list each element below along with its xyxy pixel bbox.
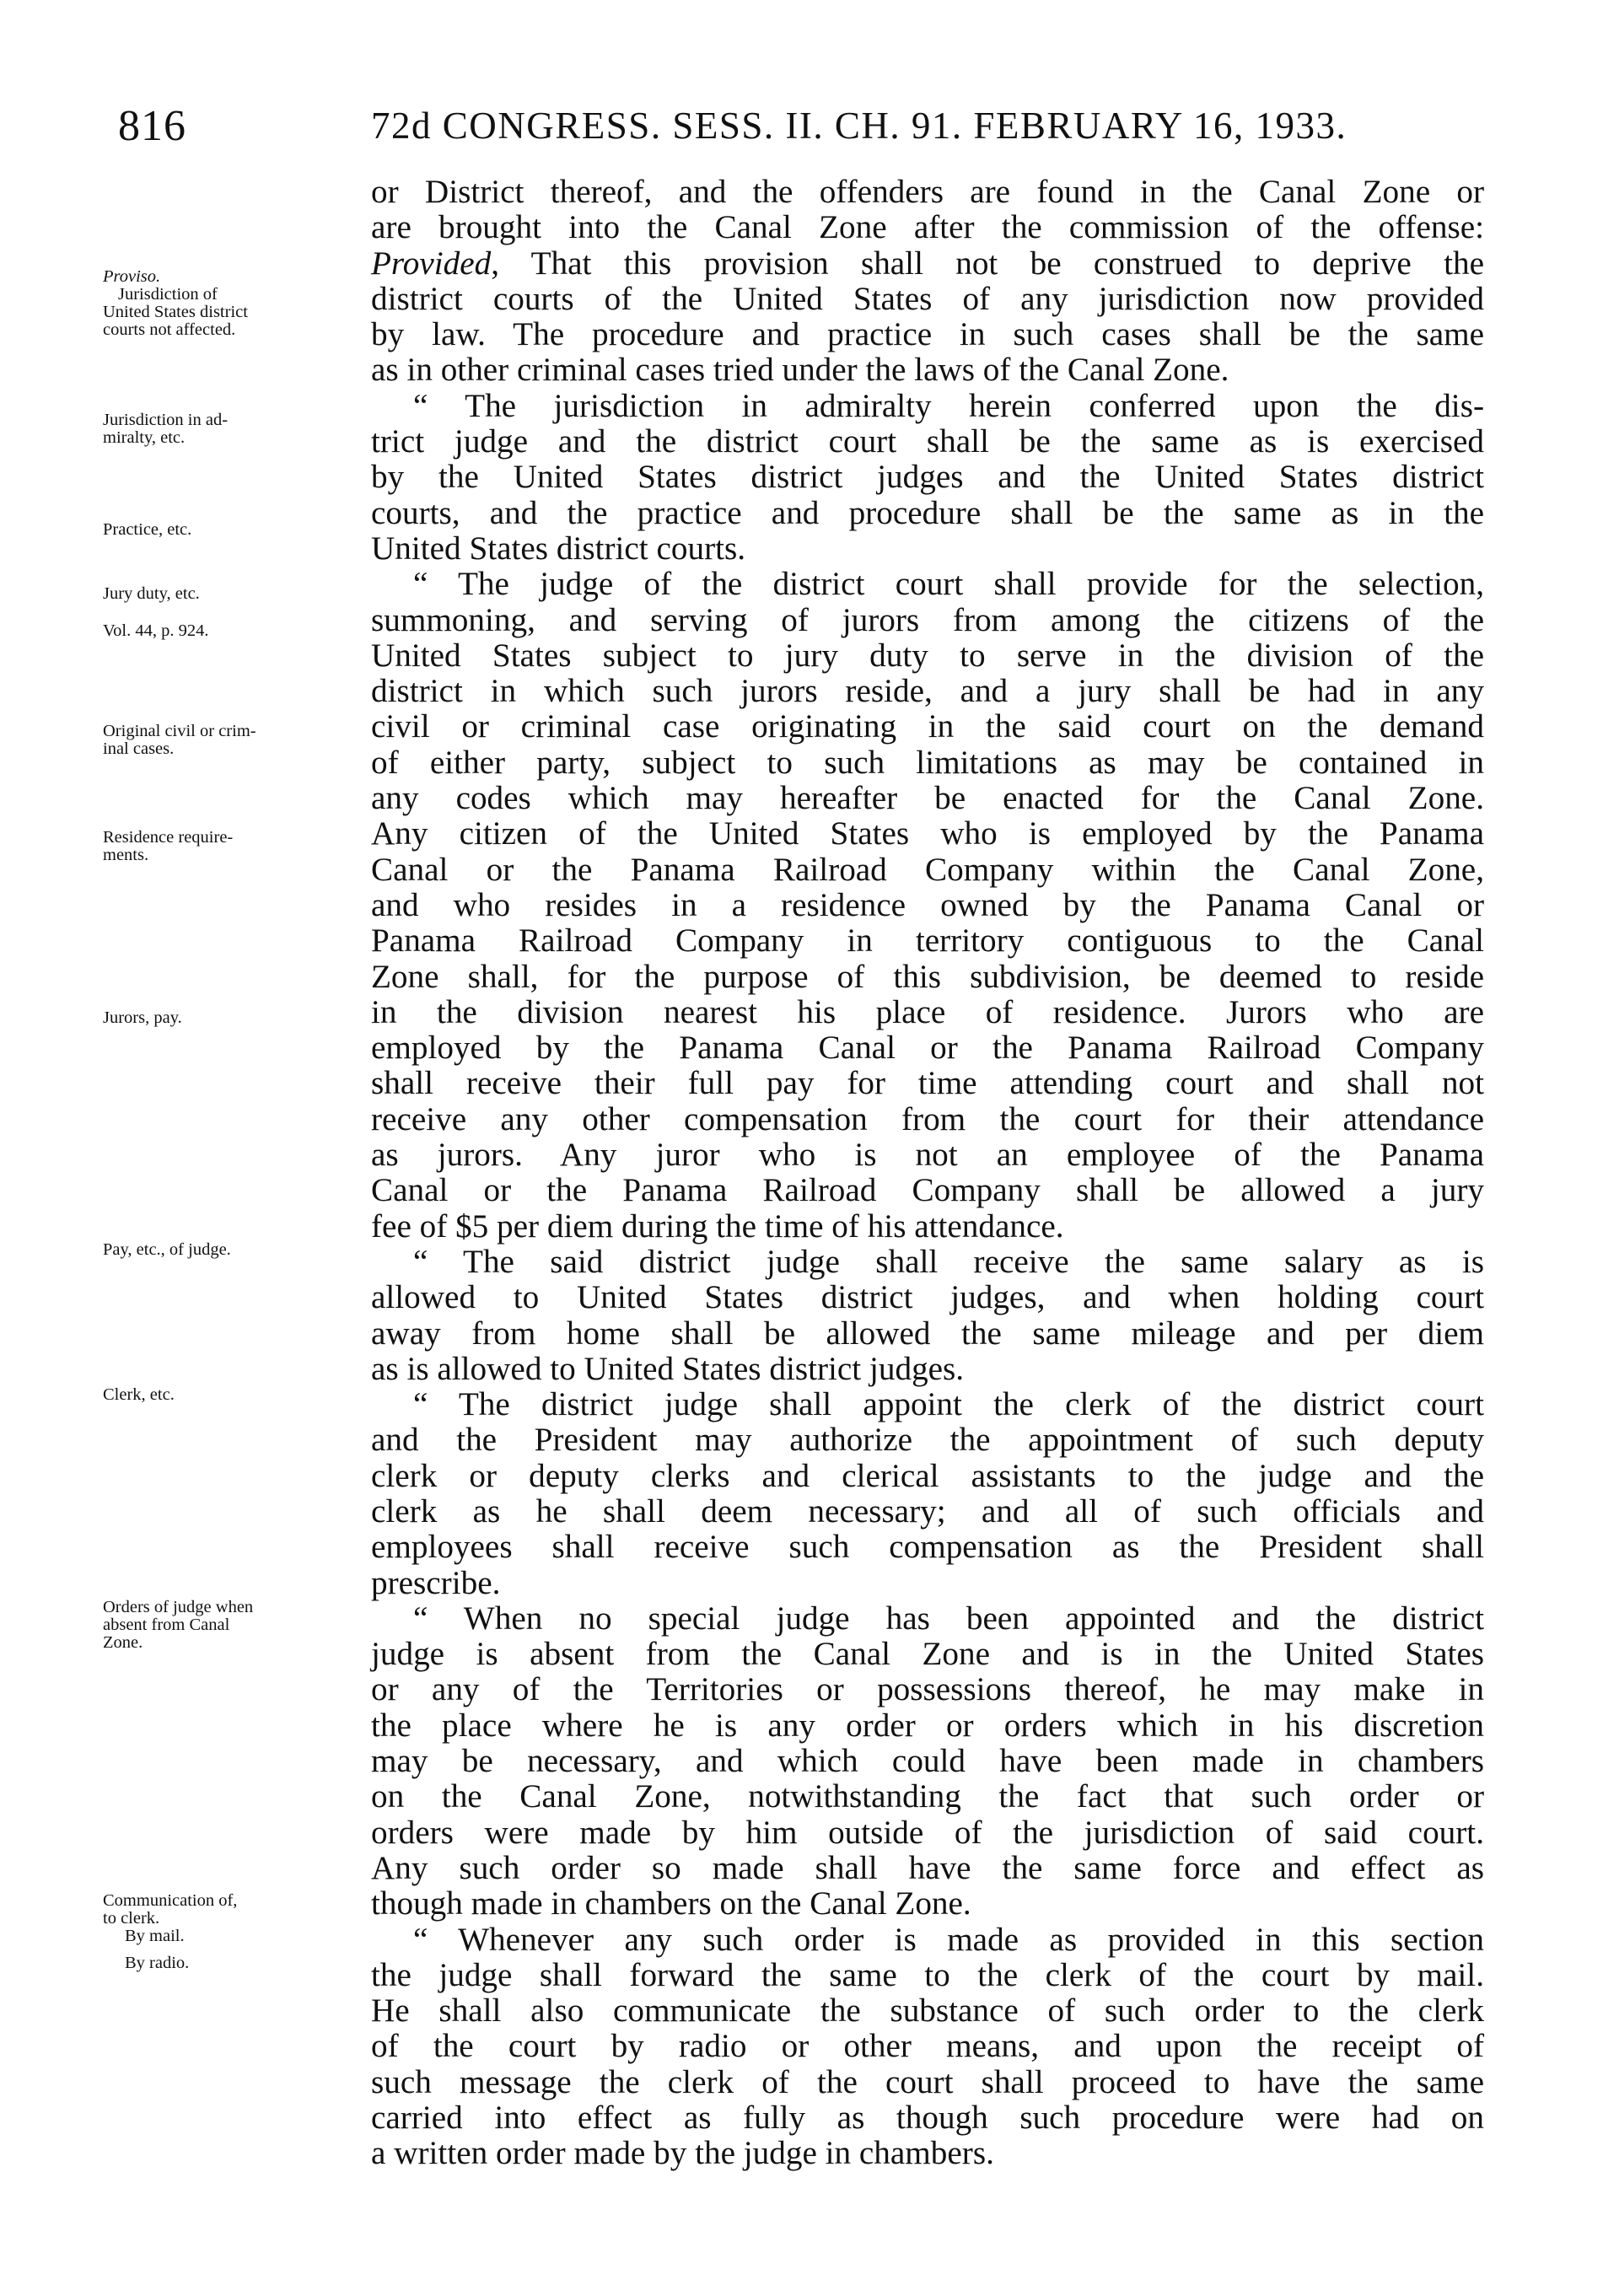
text-line: and the President may authorize the appointment of such deputy [371,1422,1484,1459]
text-line: by the United States district judges and the United States district [371,459,1484,496]
text-line [371,246,1484,282]
text-line: “ The jurisdiction in admiralty herein conferred upon the dis- [413,387,1484,424]
text-line: as is allowed to United States district judges. [371,1350,965,1387]
note-line: By mail. [125,1927,185,1945]
text-line: district in which such jurors reside, and a jury shall be had in any [371,673,1484,710]
text-line: “ The said district judge shall receive the same salary as is [413,1243,1484,1280]
note-line: miralty, etc. [103,428,186,447]
text-line: civil or criminal case originating in the said court on the demand [371,708,1484,745]
text-line: shall receive their full pay for time attending court and shall not [371,1065,1484,1102]
margin-note-jurors-pay [103,1009,356,1027]
text-line: district courts of the United States of any jurisdiction now provided [371,280,1484,317]
text-line: Zone shall, for the purpose of this subdivision, be deemed to reside [371,958,1484,995]
running-head: 72d CONGRESS. SESS. II. CH. 91. FEBRUARY 16, 1933. [371,105,1347,147]
note-line: Communication of, [103,1891,238,1910]
note-line: Jury duty, etc. [103,584,200,603]
text-line: employees shall receive such compensation as the President shall [371,1529,1484,1566]
page-number: 816 [118,102,186,150]
proviso-italic: Provided [371,245,492,282]
text-line: though made in chambers on the Canal Zone. [371,1885,971,1922]
text-line: of either party, subject to such limitations as may be contained in [371,744,1484,781]
margin-note-original-cases [103,723,356,758]
note-line: Residence require- [103,828,234,847]
body-text [371,175,1484,2172]
proviso-label: Proviso. [103,267,161,286]
text-line: by law. The procedure and practice in such cases shall be the same [371,316,1484,353]
text-line: may be necessary, and which could have been made in chambers [371,1743,1484,1780]
text-line: clerk as he shall deem necessary; and all of such officials and [371,1492,1484,1530]
text-line: prescribe. [371,1564,501,1601]
text-line: trict judge and the district court shall be the same as is exercised [371,423,1484,460]
note-line: Jurisdiction of [118,285,218,304]
text-line: the judge shall forward the same to the clerk of the court by mail. [371,1956,1484,1993]
text-line: judge is absent from the Canal Zone and is in the United States [371,1636,1484,1673]
note-line: By radio. [125,1954,190,1972]
margin-note-clerk [103,1386,356,1404]
text-line: fee of $5 per diem during the time of his attendance. [371,1207,1064,1245]
text-line: summoning, and serving of jurors from among the citizens of the [371,601,1484,638]
text-line: He shall also communicate the substance of such order to the clerk [371,1992,1484,2030]
margin-note-admiralty [103,411,356,447]
note-line: Clerk, etc. [103,1385,175,1404]
note-line: inal cases. [103,739,175,758]
note-line: United States district [103,303,248,321]
text-line: any codes which may hereafter be enacted for the Canal Zone. [371,780,1484,817]
text-line: Panama Railroad Company in territory contiguous to the Canal [371,922,1484,960]
text-line: Canal or the Panama Railroad Company shall be allowed a jury [371,1172,1484,1209]
note-line: Orders of judge when [103,1598,254,1616]
text-line: Any such order so made shall have the same force and effect as [371,1849,1484,1886]
text-line: “ Whenever any such order is made as provided in this section [413,1921,1484,1958]
text-line: and who resides in a residence owned by the Panama Canal or [371,886,1484,923]
text-line: or District thereof, and the offenders are found in the Canal Zone or [371,174,1484,210]
margin-note-proviso [103,268,356,339]
text-line: Any citizen of the United States who is employed by the Panama [371,815,1484,852]
text-line: carried into effect as fully as though such procedure were had on [371,2100,1484,2137]
note-line: Practice, etc. [103,520,192,539]
text-line: United States district courts. [371,530,746,567]
text-line: clerk or deputy clerks and clerical assistants to the judge and the [371,1457,1484,1494]
note-line: courts not affected. [103,320,236,339]
margin-note-jury-duty [103,585,356,603]
text-line: such message the clerk of the court shall proceed to have the same [371,2063,1484,2100]
margin-note-orders [103,1599,356,1652]
text-line: away from home shall be allowed the same mileage and per diem [371,1315,1484,1352]
text-line: of the court by radio or other means, and upon the receipt of [371,2028,1484,2065]
text-line: United States subject to jury duty to serve in the division of the [371,637,1484,674]
note-line: to clerk. [103,1909,160,1928]
margin-note-practice [103,521,356,539]
text-line: as in other criminal cases tried under the laws of the Canal Zone. [371,352,1229,389]
text-line: courts, and the practice and procedure shall be the same as in the [371,494,1484,531]
text-line: allowed to United States district judges, and when holding court [371,1279,1484,1316]
text-line: “ When no special judge has been appointed and the district [413,1600,1484,1637]
text-line: are brought into the Canal Zone after the commission of the offense: [371,209,1484,246]
margin-note-communication [103,1892,356,1972]
margin-note-residence [103,829,356,864]
note-line: Jurisdiction in ad- [103,411,229,429]
text-line: on the Canal Zone, notwithstanding the fact that such order or [371,1778,1484,1815]
margin-note-vol-ref [103,622,356,640]
note-line: Vol. 44, p. 924. [103,621,209,640]
text-line: as jurors. Any juror who is not an employee of the Panama [371,1137,1484,1174]
text-line: orders were made by him outside of the jurisdiction of said court. [371,1814,1484,1851]
text-line: in the division nearest his place of residence. Jurors who are [371,993,1484,1030]
text-run: , That this provision shall not be construed to deprive the [491,245,1484,282]
note-line: absent from Canal [103,1616,230,1634]
text-line: “ The judge of the district court shall provide for the selection, [413,566,1484,603]
note-line: Original civil or crim- [103,722,256,740]
text-line: a written order made by the judge in chambers. [371,2135,994,2172]
text-line: Canal or the Panama Railroad Company within the Canal Zone, [371,851,1484,888]
note-line: Jurors, pay. [103,1008,182,1027]
text-line: the place where he is any order or orders which in his discretion [371,1707,1484,1744]
text-line: employed by the Panama Canal or the Panama Railroad Company [371,1030,1484,1067]
note-line: Zone. [103,1633,143,1652]
note-line: Pay, etc., of judge. [103,1240,231,1259]
note-line: ments. [103,846,149,864]
margin-note-pay-judge [103,1241,356,1259]
text-line: “ The district judge shall appoint the clerk of the district court [413,1386,1484,1423]
text-line: or any of the Territories or possessions thereof, he may make in [371,1671,1484,1708]
text-line: receive any other compensation from the court for their attendance [371,1100,1484,1137]
